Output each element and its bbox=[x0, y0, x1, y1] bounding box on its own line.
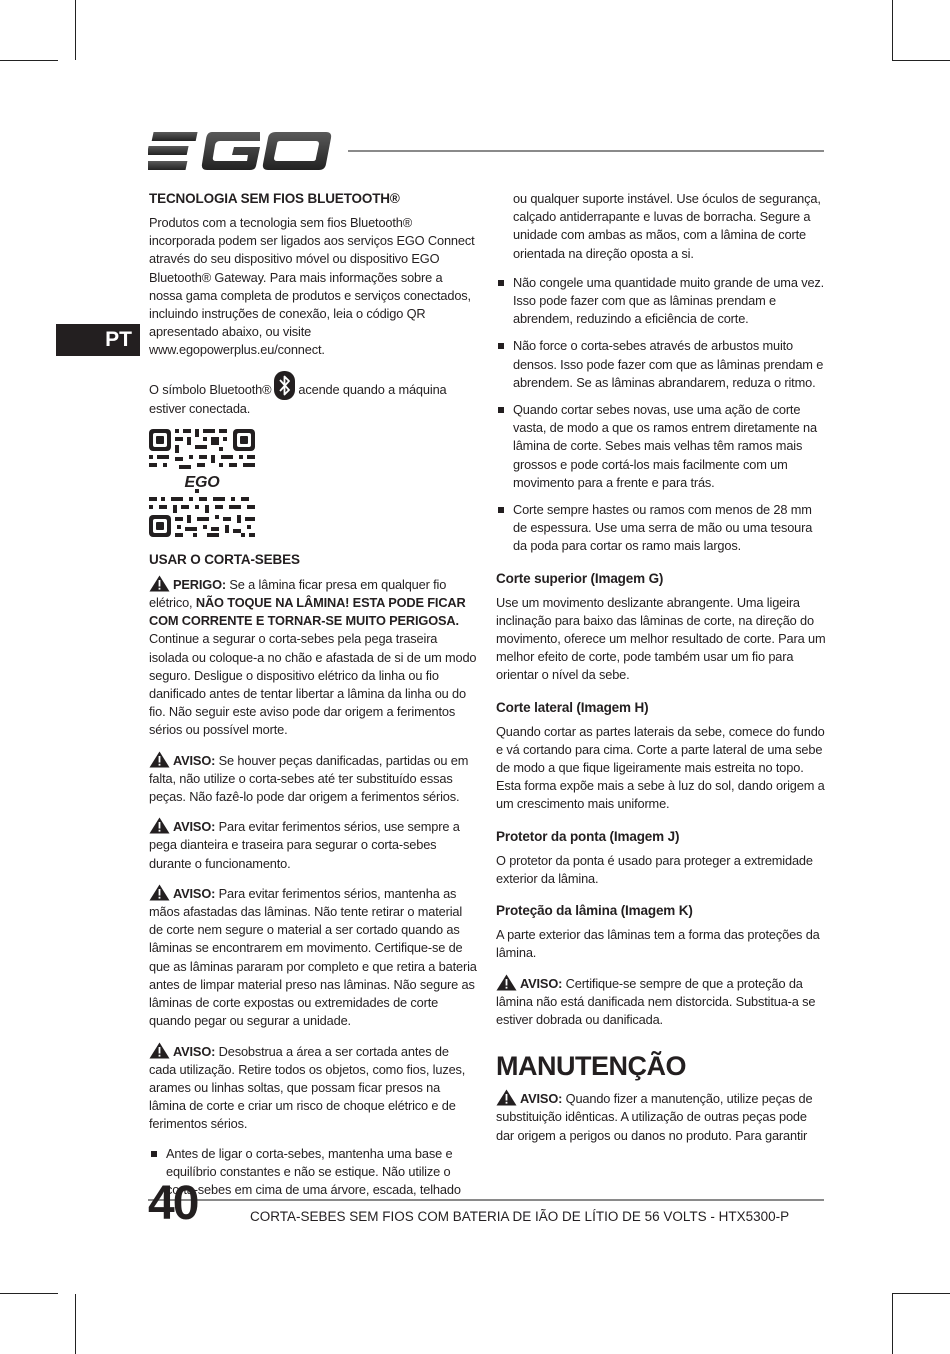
warning-paragraph: AVISO: Para evitar ferimentos sérios, mantenha as mãos afastadas das lâminas. Não tente retirar o material de corte nem segure o material a ser cortado quando as lâminas se encontrarem em movimento. Certifique-se de que as lâminas pararam por completo e que retira a bateria antes de limpar material preso nas lâminas. Não segure as lâminas de corte expostas ou extremidades de corte quando pegar ou segurar a unidade. bbox=[149, 885, 477, 1029]
warning-icon bbox=[149, 751, 170, 768]
bullet-list bbox=[149, 1145, 477, 1200]
danger-paragraph: PERIGO: Se a lâmina ficar presa em qualquer fio elétrico, NÃO TOQUE NA LÂMINA! ESTA PODE FICAR COM CORRENTE E TORNAR-SE MUITO PERIGOSA. Continue a segurar o corta-sebes pela pega traseira isolada ou coloque-a no chão e afastada de si de um modo seguro. Desligue o dispositivo elétrico da linha ou fio danificado antes de tentar libertar a lâmina da linha ou do fio. Não seguir este aviso pode dar origem a ferimentos sérios ou possível morte. bbox=[149, 576, 477, 738]
section-heading: Proteção da lâmina (Imagem K) bbox=[496, 903, 693, 919]
danger-label: PERIGO: bbox=[173, 576, 226, 592]
section-heading: Corte superior (Imagem G) bbox=[496, 570, 664, 586]
bluetooth-symbol-paragraph: O símbolo Bluetooth® acende quando a máquina estiver conectada. bbox=[149, 371, 477, 418]
section-text: Use um movimento deslizante abrangente. Uma ligeira inclinação para baixo das lâminas de corte, na direção do movimento, oferece um melhor resultado de corte. Para um melhor efeito de corte, pode também usar um fio para orientar o nível da sebe. bbox=[496, 594, 826, 683]
warning-paragraph: AVISO: Se houver peças danificadas, partidas ou em falta, não utilize o corta-sebes até ter substituído essas peças. Não fazê-lo pode dar origem a ferimentos sérios. bbox=[149, 752, 469, 805]
crop-mark bbox=[75, 0, 76, 60]
ego-logo bbox=[148, 130, 332, 172]
bluetooth-icon bbox=[274, 371, 295, 400]
crop-mark bbox=[892, 1293, 950, 1294]
section-heading: Protetor da ponta (Imagem J) bbox=[496, 828, 680, 844]
list-item: Não force o corta-sebes através de arbustos muito densos. Isso pode fazer com que as lâminas prendam e abrendem. Se as lâminas abrandarem, reduza o ritmo. bbox=[496, 337, 826, 392]
bullet-list bbox=[496, 274, 826, 556]
footer-rule bbox=[148, 1199, 824, 1201]
right-column bbox=[496, 190, 826, 1156]
left-column bbox=[149, 190, 477, 1210]
list-item: Antes de ligar o corta-sebes, mantenha uma base e equilíbrio constantes e não se estique. Não utilize o corta-sebes em cima de uma árvore, escada, telhado bbox=[149, 1145, 477, 1200]
warning-paragraph: AVISO: Quando fizer a manutenção, utilize peças de substituição idênticas. A utilização de outras peças pode dar origem a perigos ou danos no produto. Para garantir bbox=[496, 1091, 813, 1143]
page-number: 40 bbox=[148, 1177, 198, 1230]
crop-mark bbox=[75, 1294, 76, 1354]
section-heading: Corte lateral (Imagem H) bbox=[496, 699, 649, 715]
warning-icon bbox=[149, 817, 170, 834]
warning-icon bbox=[149, 575, 170, 592]
danger-bold-text: NÃO TOQUE NA LÂMINA! ESTA PODE FICAR COM CORRENTE E TORNAR-SE MUITO PERIGOSA. bbox=[149, 595, 466, 629]
qr-logo-text: EGO bbox=[184, 473, 220, 491]
warning-icon bbox=[496, 1089, 517, 1106]
crop-mark bbox=[0, 60, 58, 61]
warning-paragraph: AVISO: Certifique-se sempre de que a proteção da lâmina não está danificada nem distorcida. Substitua-a se estiver dobrada ou danificada. bbox=[496, 975, 816, 1027]
section-text: A parte exterior das lâminas tem a forma das proteções da lâmina. bbox=[496, 927, 820, 961]
warning-icon bbox=[149, 1042, 170, 1059]
crop-mark bbox=[892, 60, 950, 61]
list-item: Não congele uma quantidade muito grande de uma vez. Isso pode fazer com que as lâminas prendam e abrendem, reduzindo a eficiência de corte. bbox=[496, 274, 826, 329]
section-text: Quando cortar as partes laterais da sebe, comece do fundo e vá cortando para cima. Corte a parte lateral de uma sebe de modo a que fique ligeiramente mais estreita no topo. Esta forma expõe mais a sebe à luz do sol, dando origem a um crescimento mais uniforme. bbox=[496, 723, 825, 812]
bluetooth-heading: TECNOLOGIA SEM FIOS BLUETOOTH® bbox=[149, 191, 400, 206]
maintenance-heading: MANUTENÇÃO bbox=[496, 1051, 686, 1082]
crop-mark bbox=[892, 0, 893, 60]
warning-paragraph: AVISO: Desobstrua a área a ser cortada antes de cada utilização. Retire todos os objetos, como fios, luzes, arames ou linhas soltas, que possam ficar presos na lâmina de corte e criar um risco de choque elétrico e de ferimentos sérios. bbox=[149, 1043, 466, 1132]
use-heading: USAR O CORTA-SEBES bbox=[149, 551, 300, 567]
qr-code bbox=[149, 429, 255, 537]
language-tab: PT bbox=[56, 324, 140, 356]
bluetooth-paragraph: Produtos com a tecnologia sem fios Bluetooth® incorporada podem ser ligados aos serviços EGO Connect através do seu dispositivo móvel ou dispositivo EGO Bluetooth® Gateway. Para mais informações sobre a nossa gama completa de produtos e serviços conectados, incluindo instruções de conexão, leia o código QR apresentado abaixo, ou visite www.egopowerplus.eu/connect. bbox=[149, 215, 475, 358]
section-text: O protetor da ponta é usado para proteger a extremidade exterior da lâmina. bbox=[496, 852, 813, 886]
crop-mark bbox=[892, 1294, 893, 1354]
warning-paragraph: AVISO: Para evitar ferimentos sérios, use sempre a pega dianteira e traseira para segurar o corta-sebes durante o funcionamento. bbox=[149, 819, 460, 871]
list-item: Quando cortar sebes novas, use uma ação de corte vasta, de modo a que os ramos entrem diretamente na lâmina de corte. Sebes mais velhas têm ramos mais grossos e pode cortá-los mais facilmente com um movimento para a frente e para trás. bbox=[496, 401, 826, 492]
header-rule bbox=[348, 150, 824, 152]
footer-title: CORTA-SEBES SEM FIOS COM BATERIA DE IÃO DE LÍTIO DE 56 VOLTS - HTX5300-P bbox=[250, 1209, 790, 1224]
crop-mark bbox=[0, 1293, 58, 1294]
warning-icon bbox=[149, 884, 170, 901]
list-item: Corte sempre hastes ou ramos com menos de 28 mm de espessura. Use uma serra de mão ou uma tesoura da poda para cortar os ramo mais largos. bbox=[496, 501, 826, 556]
continuation-paragraph: ou qualquer suporte instável. Use óculos de segurança, calçado antiderrapante e luvas de borracha. Segure a unidade com ambas as mãos, com a lâmina de corte orientada na direção oposta a si. bbox=[513, 191, 821, 261]
warning-icon bbox=[496, 974, 517, 991]
